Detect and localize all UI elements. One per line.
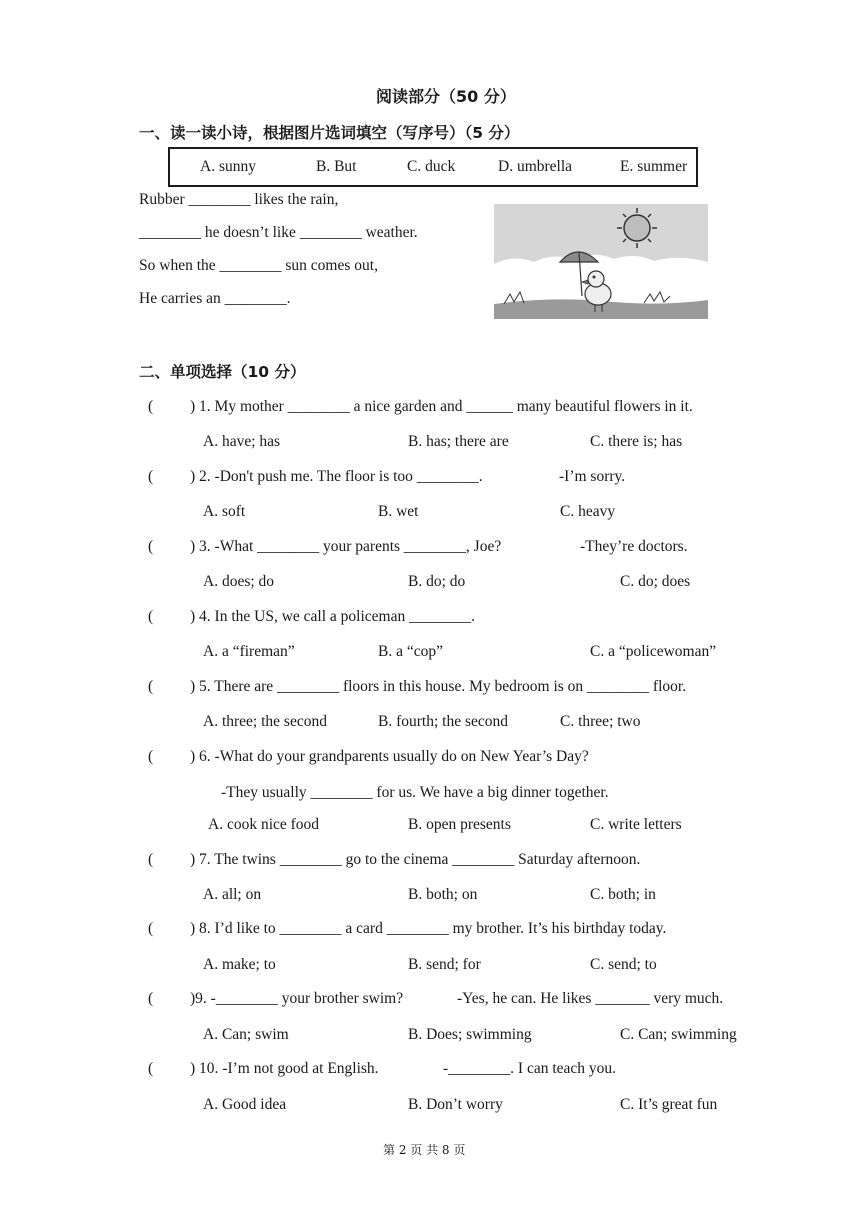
question-7-stem: ) 7. The twins ________ go to the cinema ________ Saturday afternoon. bbox=[190, 851, 641, 868]
question-4-stem: ) 4. In the US, we call a policeman ________. bbox=[190, 608, 475, 625]
answer-paren[interactable]: ( bbox=[148, 1060, 154, 1077]
answer-paren[interactable]: ( bbox=[148, 608, 154, 625]
q8-option-a: A. make; to bbox=[203, 956, 276, 973]
word-option-a: A. sunny bbox=[200, 158, 256, 175]
q10-option-b: B. Don’t worry bbox=[408, 1096, 503, 1113]
q10-option-a: A. Good idea bbox=[203, 1096, 287, 1113]
q2-option-c: C. heavy bbox=[560, 503, 616, 520]
q8-option-b: B. send; for bbox=[408, 956, 481, 973]
page-title: 阅读部分（50 分） bbox=[376, 87, 516, 106]
answer-paren[interactable]: ( bbox=[148, 920, 154, 937]
answer-paren[interactable]: ( bbox=[148, 398, 154, 415]
q1-option-c: C. there is; has bbox=[590, 433, 683, 450]
answer-paren[interactable]: ( bbox=[148, 678, 154, 695]
question-9-stem: )9. -________ your brother swim? bbox=[190, 990, 404, 1007]
q4-option-c: C. a “policewoman” bbox=[590, 643, 717, 660]
question-6-line-2: -They usually ________ for us. We have a big dinner together. bbox=[221, 784, 609, 801]
q9-option-c: C. Can; swimming bbox=[620, 1026, 737, 1043]
poem-line-1: Rubber ________ likes the rain, bbox=[139, 191, 339, 208]
duck-umbrella-illustration bbox=[494, 204, 708, 319]
q1-option-a: A. have; has bbox=[203, 433, 281, 450]
q6-option-c: C. write letters bbox=[590, 816, 682, 833]
q1-option-b: B. has; there are bbox=[408, 433, 509, 450]
q8-option-c: C. send; to bbox=[590, 956, 657, 973]
q2-option-b: B. wet bbox=[378, 503, 419, 520]
q6-option-b: B. open presents bbox=[408, 816, 511, 833]
q2-option-a: A. soft bbox=[203, 503, 246, 520]
q9-option-a: A. Can; swim bbox=[203, 1026, 289, 1043]
question-2-stem: ) 2. -Don't push me. The floor is too ________. bbox=[190, 468, 483, 485]
question-3-response: -They’re doctors. bbox=[580, 538, 688, 555]
section-2-heading: 二、单项选择（10 分） bbox=[139, 363, 306, 381]
q7-option-b: B. both; on bbox=[408, 886, 478, 903]
q5-option-a: A. three; the second bbox=[203, 713, 327, 730]
answer-paren[interactable]: ( bbox=[148, 468, 154, 485]
q4-option-b: B. a “cop” bbox=[378, 643, 443, 660]
q3-option-b: B. do; do bbox=[408, 573, 466, 590]
q10-option-c: C. It’s great fun bbox=[620, 1096, 718, 1113]
word-option-b: B. But bbox=[316, 158, 357, 175]
q3-option-a: A. does; do bbox=[203, 573, 275, 590]
answer-paren[interactable]: ( bbox=[148, 851, 154, 868]
q7-option-a: A. all; on bbox=[203, 886, 262, 903]
page-footer: 第 2 页 共 8 页 bbox=[383, 1143, 466, 1157]
q9-option-b: B. Does; swimming bbox=[408, 1026, 532, 1043]
poem-line-2: ________ he doesn’t like ________ weather. bbox=[139, 224, 418, 241]
answer-paren[interactable]: ( bbox=[148, 990, 154, 1007]
question-5-stem: ) 5. There are ________ floors in this house. My bedroom is on ________ floor. bbox=[190, 678, 687, 695]
question-8-stem: ) 8. I’d like to ________ a card ________ my brother. It’s his birthday today. bbox=[190, 920, 667, 937]
word-option-d: D. umbrella bbox=[498, 158, 573, 175]
question-6-stem: ) 6. -What do your grandparents usually do on New Year’s Day? bbox=[190, 748, 589, 765]
answer-paren[interactable]: ( bbox=[148, 748, 154, 765]
q4-option-a: A. a “fireman” bbox=[203, 643, 295, 660]
question-2-response: -I’m sorry. bbox=[559, 468, 626, 485]
question-1-stem: ) 1. My mother ________ a nice garden and ______ many beautiful flowers in it. bbox=[190, 398, 693, 415]
question-3-stem: ) 3. -What ________ your parents ________, Joe? bbox=[190, 538, 502, 555]
question-9-response: -Yes, he can. He likes _______ very much. bbox=[457, 990, 724, 1007]
word-option-e: E. summer bbox=[620, 158, 688, 175]
q5-option-c: C. three; two bbox=[560, 713, 641, 730]
q6-option-a: A. cook nice food bbox=[208, 816, 320, 833]
answer-paren[interactable]: ( bbox=[148, 538, 154, 555]
q5-option-b: B. fourth; the second bbox=[378, 713, 509, 730]
q3-option-c: C. do; does bbox=[620, 573, 691, 590]
poem-line-4: He carries an ________. bbox=[139, 290, 291, 307]
section-1-heading: 一、读一读小诗，根据图片选词填空（写序号）（5 分） bbox=[139, 124, 520, 142]
question-10-response: -________. I can teach you. bbox=[443, 1060, 617, 1077]
word-option-c: C. duck bbox=[407, 158, 456, 175]
poem-line-3: So when the ________ sun comes out, bbox=[139, 257, 378, 274]
q7-option-c: C. both; in bbox=[590, 886, 656, 903]
question-10-stem: ) 10. -I’m not good at English. bbox=[190, 1060, 379, 1077]
